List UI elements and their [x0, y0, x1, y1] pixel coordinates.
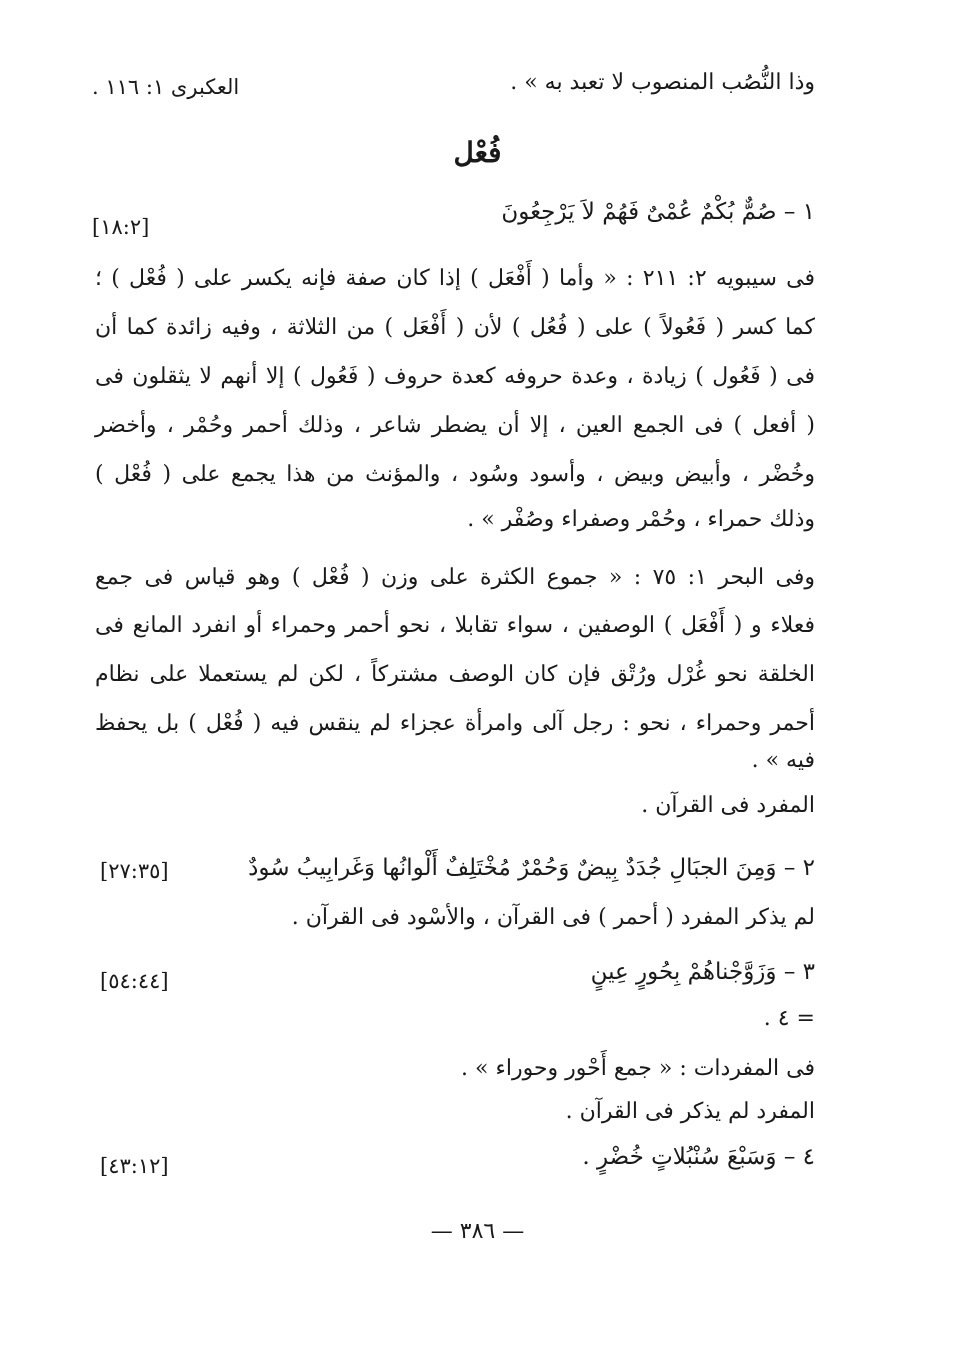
verse-2: ٢ – وَمِنَ الجبَالِ جُدَدٌ بِيضٌ وَحُمْرٌ مُخْتَلِفٌ أَلْوانُها وَغَرابِيبُ سُودٌ — [248, 855, 815, 881]
page-number: — ٣٨٦ — — [430, 1219, 525, 1244]
para1-line-3: فى ( فَعُول ) زيادة ، وعدة حروفه كعدة حروف ( فَعُول ) إلا أنهم لا يثقلون فى — [95, 364, 815, 389]
verse-1: ١ – صُمٌّ بُكْمٌ عُمْىٌ فَهُمْ لاَ يَرْجِعُونَ — [501, 199, 815, 225]
section-heading: فُعْل — [453, 136, 502, 169]
verse-3-reference: [٥٤:٤٤] — [100, 969, 169, 993]
para2-line-1: وفى البحر ١: ٧٥ : « جموع الكثرة على وزن ( فُعْل ) وهو قياس فى جمع — [95, 565, 816, 590]
header-citation: العكبرى ١: ١١٦ . — [92, 75, 240, 99]
note-2: لم يذكر المفرد ( أحمر ) فى القرآن ، والأسْود فى القرآن . — [291, 905, 815, 930]
para1-line-2: كما كسر ( فَعُولاً ) على ( فُعُل ) لأن ( أَفْعَل ) من الثلاثة ، وفيه زائدة كما أن — [95, 315, 815, 340]
para2-line-2: فعلاء و ( أَفْعَل ) الوصفين ، سواء تقابلا ، نحو أحمر وحمراء أو انفرد المانع فى — [95, 613, 815, 638]
para2-line-4: أحمر وحمراء ، نحو : رجل آلى وامرأة عجزاء لم ينقس فيه ( فُعْل ) بل يحفظ — [95, 711, 815, 736]
equals-line: = ٤ . — [763, 1006, 815, 1031]
verse-4: ٤ – وَسَبْعَ سُنْبُلاتٍ خُضْرٍ . — [582, 1144, 815, 1170]
paragraph-3: فى المفردات : « جمع أَحْور وحوراء » . — [461, 1056, 815, 1081]
verse-2-reference: [٢٧:٣٥] — [100, 859, 169, 883]
para2-line-5: فيه » . — [751, 748, 815, 773]
para2-line-3: الخلقة نحو غُرْل ورُتْق فإن كان الوصف مشتركاً ، لكن لم يستعملا على نظام — [95, 662, 815, 687]
verse-4-reference: [٤٣:١٢] — [100, 1154, 169, 1178]
verse-1-reference: [١٨:٢] — [92, 215, 150, 239]
para1-line-4: ( أفعل ) فى الجمع العين ، إلا أن يضطر شاعر ، وذلك أحمر وحُمْر ، وأخضر — [95, 413, 815, 438]
para1-line-1: فى سيبويه ٢: ٢١١ : « وأما ( أَفْعَل ) إذا كان صفة فإنه يكسر على ( فُعْل ) ؛ — [95, 266, 816, 291]
verse-3: ٣ – وَزَوَّجْناهُمْ بِحُورٍ عِينٍ — [590, 959, 815, 985]
note-3: المفرد لم يذكر فى القرآن . — [565, 1099, 815, 1124]
note-1: المفرد فى القرآن . — [641, 793, 815, 818]
para1-line-5: وخُضْر ، وأبيض وبيض ، وأسود وسُود ، والمؤنث من هذا يجمع على ( فُعْل ) — [95, 462, 815, 487]
para1-line-6: وذلك حمراء ، وحُمْر وصفراء وصُفْر » . — [467, 507, 815, 532]
header-continuation-text: وذا النُّصُب المنصوب لا تعبد به » . — [510, 70, 815, 95]
